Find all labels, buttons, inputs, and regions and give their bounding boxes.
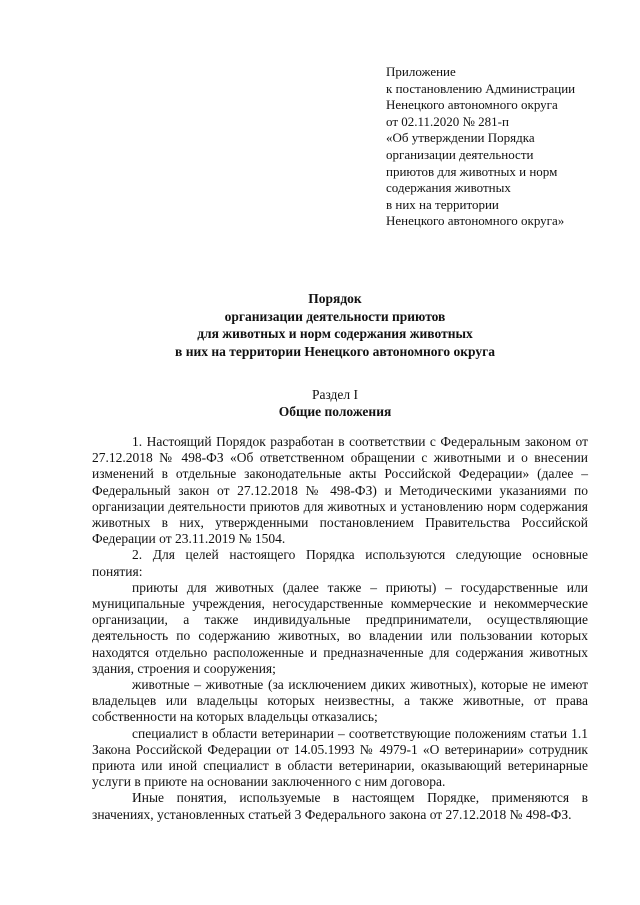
definition-animals: животные – животные (за исключением диких животных), которые не имеют владельцев или владельцы которых неизвестны, а также животные, от права собственности на которых владельцы отказались;: [92, 677, 588, 725]
title-line: Порядок: [308, 291, 362, 306]
appendix-line: Приложение: [386, 64, 456, 79]
appendix-line: содержания животных: [386, 180, 511, 196]
appendix-line: в них на территории: [386, 196, 499, 212]
paragraph-other-terms: Иные понятия, используемые в настоящем Порядке, применяются в значениях, установленных статьей 3 Федерального закона от 27.12.2018 № 498-ФЗ.: [92, 790, 588, 822]
title-line: организации деятельности приютов: [224, 308, 446, 324]
appendix-header: [386, 64, 616, 230]
appendix-line: от 02.11.2020 № 281-п: [386, 113, 509, 129]
appendix-line: Ненецкого автономного округа»: [386, 213, 565, 229]
section-name: Общие положения: [278, 404, 392, 419]
appendix-line: Ненецкого автономного округа: [386, 97, 558, 113]
document-title: [60, 290, 610, 360]
appendix-line: приютов для животных и норм: [386, 163, 558, 179]
appendix-line: к постановлению Администрации: [386, 80, 576, 96]
section-number: Раздел I: [311, 387, 359, 402]
paragraph-2: 2. Для целей настоящего Порядка используются следующие основные понятия:: [92, 547, 588, 579]
appendix-line: «Об утверждении Порядка: [386, 130, 535, 146]
body-text: [92, 434, 588, 823]
appendix-line: организации деятельности: [386, 146, 534, 162]
definition-shelters: приюты для животных (далее также – приюты) – государственные или муниципальные учреждения, негосударственные коммерческие и некоммерческие организации, а также индивидуальные предприниматели, осуществляющие деятельность по содержанию животных, во владении или пользовании которых находятся отдельно расположенные и предназначенные для содержания животных здания, строения и сооружения;: [92, 579, 588, 676]
title-line: для животных и норм содержания животных: [197, 326, 473, 341]
title-line: в них на территории Ненецкого автономного округа: [175, 343, 495, 359]
paragraph-1: 1. Настоящий Порядок разработан в соответствии с Федеральным законом от 27.12.2018 № 498-ФЗ «Об ответственном обращении с животными и о внесении изменений в отдельные законодательные акты Российской Федерации» (далее – Федеральный закон от 27.12.2018 № 498-ФЗ) и Методическими указаниями по организации деятельности приютов для животных и установлению норм содержания животных в них, утвержденными постановлением Правительства Российской Федерации от 23.11.2019 № 1504.: [92, 434, 588, 547]
section-heading: [60, 386, 610, 420]
definition-veterinarian: специалист в области ветеринарии – соответствующие положениям статьи 1.1 Закона Российской Федерации от 14.05.1993 № 4979-1 «О ветеринарии» сотрудник приюта или иной специалист в области ветеринарии, оказывающий ветеринарные услуги в приюте на основании заключенного с ним договора.: [92, 725, 588, 790]
